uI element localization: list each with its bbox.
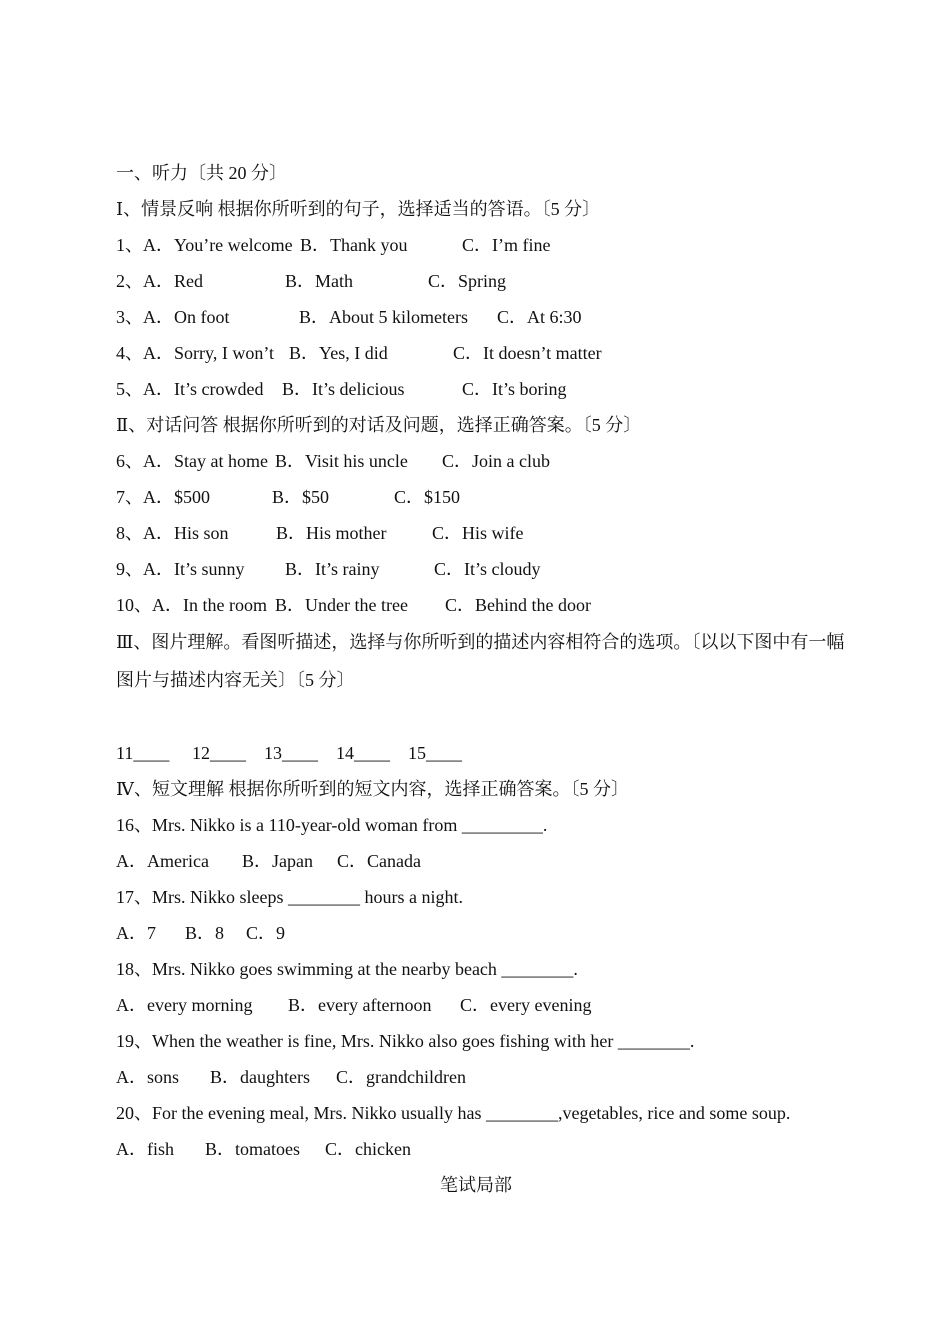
- section2-header: Ⅱ、对话问答 根据你所听到的对话及问题，选择正确答案。〔5 分〕: [116, 415, 642, 435]
- question-20-stem: 20、For the evening meal, Mrs. Nikko usually has ________,vegetables, rice and some soup.: [116, 1103, 791, 1123]
- question-17-stem: 17、Mrs. Nikko sleeps ________ hours a night.: [116, 887, 463, 907]
- question-16-stem: 16、Mrs. Nikko is a 110-year-old woman from _________.: [116, 815, 548, 835]
- question-5: 5、A．It’s crowded B．It’s delicious C．It’s boring: [116, 379, 567, 399]
- section3-header: Ⅲ、图片理解。看图听描述，选择与你所听到的描述内容相符合的选项。〔以以下图中有一幅图片与描述内容无关〕〔5 分〕: [116, 632, 845, 690]
- question-6: 6、A．Stay at home B．Visit his uncle C．Join a club: [116, 451, 550, 471]
- question-20-options: A．fish B．tomatoes C．chicken: [116, 1139, 411, 1159]
- section-title: 一、听力〔共 20 分〕: [116, 163, 287, 183]
- written-part-heading: 笔试局部: [440, 1175, 512, 1195]
- question-9: 9、A．It’s sunny B．It’s rainy C．It’s cloudy: [116, 559, 541, 579]
- question-19-stem: 19、When the weather is fine, Mrs. Nikko also goes fishing with her ________.: [116, 1031, 695, 1051]
- exam-page: [116, 155, 856, 1203]
- question-3: 3、A．On foot B．About 5 kilometers C．At 6:30: [116, 307, 582, 327]
- question-18-options: A．every morning B．every afternoon C．every evening: [116, 995, 592, 1015]
- question-16-options: A．America B．Japan C．Canada: [116, 851, 421, 871]
- question-8: 8、A．His son B．His mother C．His wife: [116, 523, 524, 543]
- picture-area: [116, 699, 856, 735]
- section1-header: Ⅰ、情景反响 根据你所听到的句子，选择适当的答语。〔5 分〕: [116, 199, 601, 219]
- question-18-stem: 18、Mrs. Nikko goes swimming at the nearby beach ________.: [116, 959, 578, 979]
- question-7: 7、A．$500 B．$50 C．$150: [116, 487, 461, 507]
- question-4: 4、A．Sorry, I won’t B．Yes, I did C．It doesn’t matter: [116, 343, 602, 363]
- picture-answer-blanks: 11____ 12____ 13____ 14____ 15____: [116, 743, 462, 763]
- section4-header: Ⅳ、短文理解 根据你所听到的短文内容，选择正确答案。〔5 分〕: [116, 779, 629, 799]
- question-1: 1、A．You’re welcome B．Thank you C．I’m fine: [116, 235, 551, 255]
- question-2: 2、A．Red B．Math C．Spring: [116, 271, 507, 291]
- question-19-options: A．sons B．daughters C．grandchildren: [116, 1067, 466, 1087]
- question-17-options: A．7 B．8 C．9: [116, 923, 286, 943]
- question-10: 10、A．In the room B．Under the tree C．Behind the door: [116, 595, 591, 615]
